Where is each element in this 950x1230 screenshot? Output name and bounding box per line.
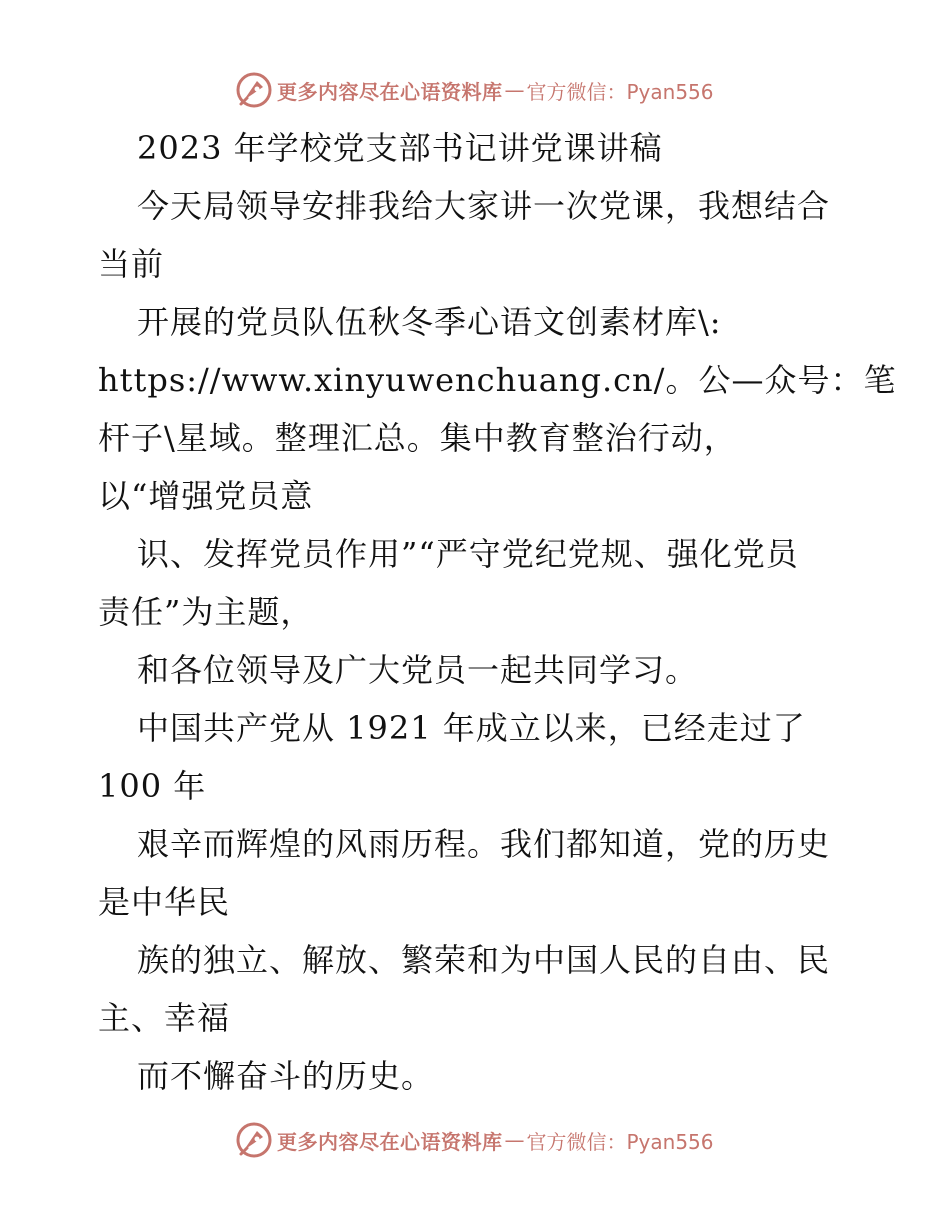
text-line: 开展的党员队伍秋冬季心语文创素材库\: bbox=[137, 303, 722, 341]
footer-contact: 官方微信：Pyan556 bbox=[526, 1129, 714, 1154]
text-line: 艰辛而辉煌的风雨历程。我们都知道，党的历史 bbox=[137, 825, 831, 863]
text-line: 主、幸福 bbox=[98, 999, 231, 1037]
text-line: 识、发挥党员作用”“严守党纪党规、强化党员 bbox=[137, 535, 799, 573]
text-line: 责任”为主题， bbox=[98, 593, 314, 631]
text-line: 当前 bbox=[98, 245, 165, 283]
text-line: 以“增强党员意 bbox=[98, 477, 314, 515]
header-banner-separator: — bbox=[504, 78, 525, 102]
footer-banner-separator: — bbox=[504, 1128, 525, 1152]
text-line: 中国共产党从 1921 年成立以来，已经走过了 bbox=[137, 709, 806, 747]
header-banner bbox=[235, 70, 714, 110]
text-line: 而不懈奋斗的历史。 bbox=[137, 1057, 435, 1095]
text-line: 族的独立、解放、繁荣和为中国人民的自由、民 bbox=[137, 941, 831, 979]
text-line: 100 年 bbox=[98, 767, 207, 805]
pen-nib-logo-icon bbox=[235, 1121, 273, 1159]
text-line: 和各位领导及广大党员一起共同学习。 bbox=[137, 651, 699, 689]
footer-banner-text: 更多内容尽在心语资料库 bbox=[277, 1129, 503, 1154]
text-line: 今天局领导安排我给大家讲一次党课，我想结合 bbox=[137, 187, 831, 225]
text-line: 杆子\星域。整理汇总。集中教育整治行动， bbox=[98, 419, 737, 457]
header-banner-text: 更多内容尽在心语资料库 bbox=[277, 79, 503, 104]
header-contact: 官方微信：Pyan556 bbox=[526, 79, 714, 104]
document-title: 2023 年学校党支部书记讲党课讲稿 bbox=[137, 129, 663, 167]
text-line-url: https://www.xinyuwenchuang.cn/。公—众号：笔 bbox=[98, 361, 897, 399]
footer-banner bbox=[235, 1120, 714, 1160]
text-line: 是中华民 bbox=[98, 883, 231, 921]
pen-nib-logo-icon bbox=[235, 71, 273, 109]
